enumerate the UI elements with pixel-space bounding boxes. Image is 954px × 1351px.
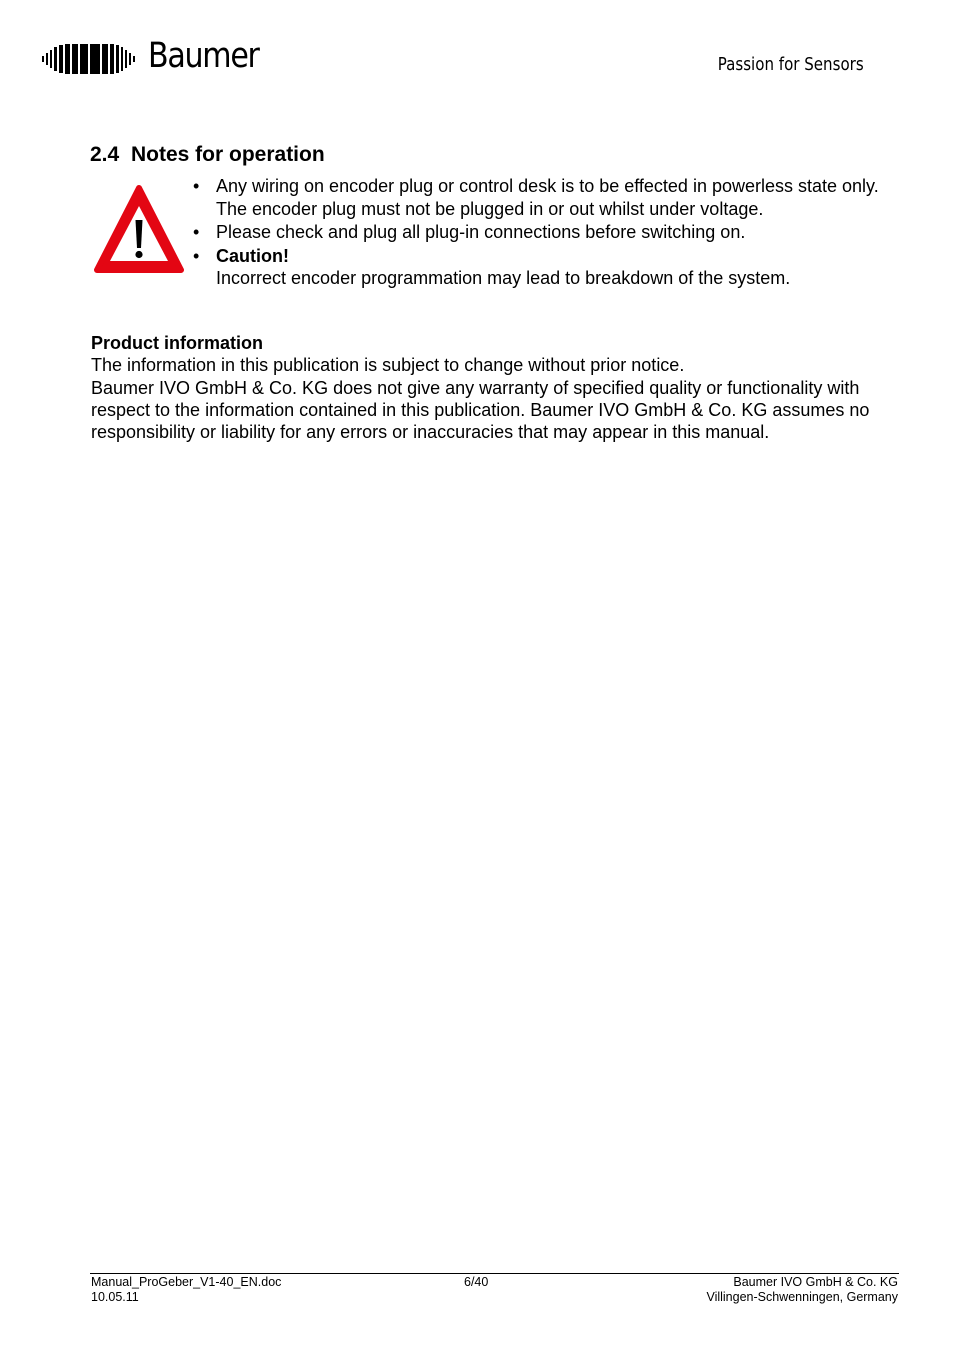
- warning-triangle-icon: [92, 182, 186, 276]
- product-info-paragraph: Baumer IVO GmbH & Co. KG does not give any warranty of specified quality or functionality with respect to the information contained in this publication. Baumer IVO GmbH & Co. KG assumes no responsibility or liability for any errors or inaccuracies that may appear in this manual.: [91, 377, 870, 443]
- page-header: [0, 0, 954, 110]
- footer-location: Villingen-Schwenningen, Germany: [706, 1289, 898, 1304]
- operation-notes-list: [192, 175, 892, 291]
- bullet-dot: •: [193, 245, 200, 266]
- product-info-heading: Product information: [91, 333, 263, 353]
- list-item: [192, 245, 892, 290]
- bullet-dot: •: [193, 176, 200, 196]
- brand-name: Baumer: [148, 36, 259, 76]
- caution-heading: Caution!: [216, 245, 289, 266]
- section-number: 2.4: [90, 143, 120, 166]
- footer-date: 10.05.11: [91, 1289, 139, 1304]
- footer-divider: [90, 1273, 899, 1274]
- brand-tagline: Passion for Sensors: [718, 55, 864, 75]
- list-item: [192, 175, 892, 220]
- list-item: [192, 221, 892, 244]
- footer-page-number: 6/40: [464, 1275, 489, 1289]
- footer-left: [91, 1275, 281, 1304]
- bullet-text: Please check and plug all plug-in connections before switching on.: [216, 222, 746, 242]
- product-info-line: The information in this publication is subject to change without prior notice.: [91, 355, 685, 376]
- footer-right: [706, 1275, 898, 1304]
- bullet-text: Any wiring on encoder plug or control desk is to be effected in powerless state only. The encoder plug must not be plugged in or out whilst under voltage.: [216, 176, 879, 219]
- section-title: Notes for operation: [131, 143, 325, 166]
- baumer-logo-mark-icon: [42, 44, 136, 74]
- footer-filename: Manual_ProGeber_V1-40_EN.doc: [91, 1275, 282, 1289]
- footer-company: Baumer IVO GmbH & Co. KG: [733, 1275, 898, 1289]
- bullet-dot: •: [193, 222, 200, 242]
- section-heading: [90, 143, 325, 167]
- product-information: [91, 332, 891, 443]
- caution-text: Incorrect encoder programmation may lead to breakdown of the system.: [216, 268, 791, 288]
